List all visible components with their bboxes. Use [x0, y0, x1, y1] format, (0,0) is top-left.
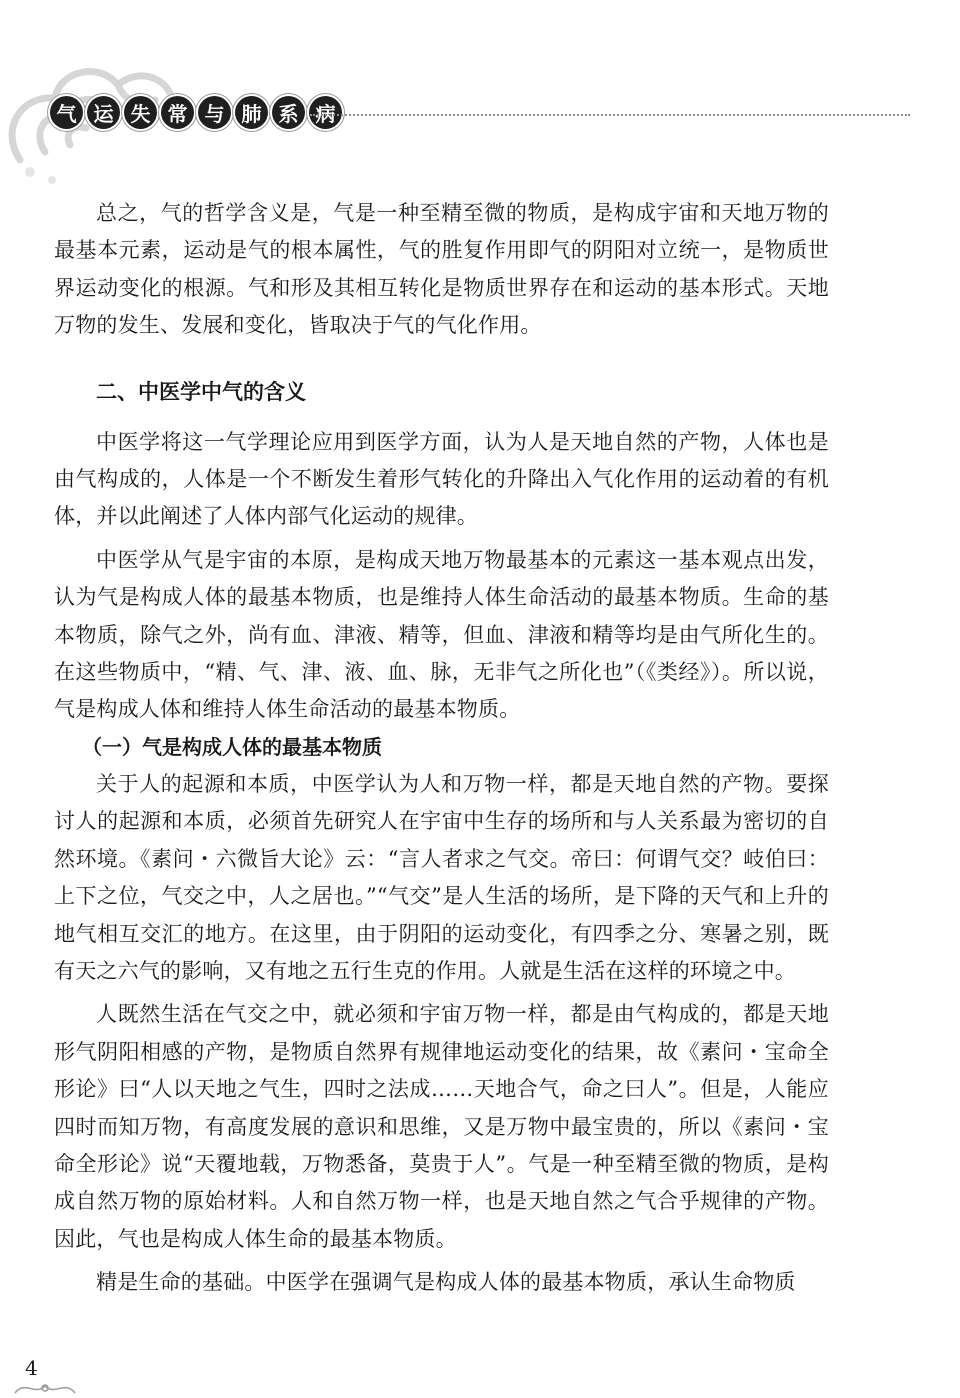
running-header-char: 系: [272, 96, 305, 129]
paragraph: 人既然生活在气交之中，就必须和宇宙万物一样，都是由气构成的，都是天地形气阴阳相感的产物，是物质自然界有规律地运动变化的结果，故《素问・宝命全形论》曰“人以天地之气生，四时之法成……天地合气，命之曰人”。但是，人能应四时而知万物，有高度发展的意识和思维，又是万物中最宝贵的，所以《素问・宝命全形论》说“天覆地载，万物悉备，莫贵于人”。气是一种至精至微的物质，是构成自然万物的原始材料。人和自然万物一样，也是天地自然之气合乎规律的产物。因此，气也是构成人体生命的最基本物质。: [54, 1002, 829, 1251]
running-header-char: 与: [198, 96, 231, 129]
page-number: 4: [25, 1356, 38, 1380]
paragraph: 总之，气的哲学含义是，气是一种至精至微的物质，是构成宇宙和天地万物的最基本元素，运动是气的根本属性，气的胜复作用即气的阴阳对立统一，是物质世界运动变化的根源。气和形及其相互转化是物质世界存在和运动的基本形式。天地万物的发生、发展和变化，皆取决于气的气化作用。: [54, 201, 829, 338]
page-content: [54, 195, 829, 1302]
running-header-char: 失: [124, 96, 157, 129]
running-header-char: 肺: [235, 96, 268, 129]
running-header-char: 气: [50, 96, 83, 129]
footer-ornament-icon: [10, 1378, 80, 1398]
running-header-char: 常: [161, 96, 194, 129]
sub-heading: （一）气是构成人体的最基本物质: [82, 734, 382, 759]
running-header: [50, 96, 346, 129]
paragraph: 中医学从气是宇宙的本原，是构成天地万物最基本的元素这一基本观点出发，认为气是构成人体的最基本物质，也是维持人体生命活动的最基本物质。生命的基本物质，除气之外，尚有血、津液、精等，但血、津液和精等均是由气所化生的。在这些物质中，“精、气、津、液、血、脉，无非气之所化也”（《类经》）。所以说，气是构成人体和维持人体生命活动的最基本物质。: [54, 547, 829, 722]
paragraph: 关于人的起源和本质，中医学认为人和万物一样，都是天地自然的产物。要探讨人的起源和本质，必须首先研究人在宇宙中生存的场所和与人关系最为密切的自然环境。《素问・六微旨大论》云：“言人者求之气交。帝曰：何谓气交？岐伯曰：上下之位，气交之中，人之居也。”“气交”是人生活的场所，是下降的天气和上升的地气相互交汇的地方。在这里，由于阴阳的运动变化，有四季之分、寒暑之别，既有天之六气的影响，又有地之五行生克的作用。人就是生活在这样的环境之中。: [54, 771, 829, 983]
running-header-char: 病: [309, 96, 342, 129]
paragraph: 精是生命的基础。中医学在强调气是构成人体的最基本物质，承认生命物质: [96, 1270, 796, 1295]
running-header-char: 运: [87, 96, 120, 129]
header-dotted-rule: [310, 114, 910, 116]
paragraph: 中医学将这一气学理论应用到医学方面，认为人是天地自然的产物，人体也是由气构成的，人体是一个不断发生着形气转化的升降出入气化作用的运动着的有机体，并以此阐述了人体内部气化运动的规律。: [54, 429, 829, 529]
section-heading: 二、中医学中气的含义: [96, 379, 306, 404]
